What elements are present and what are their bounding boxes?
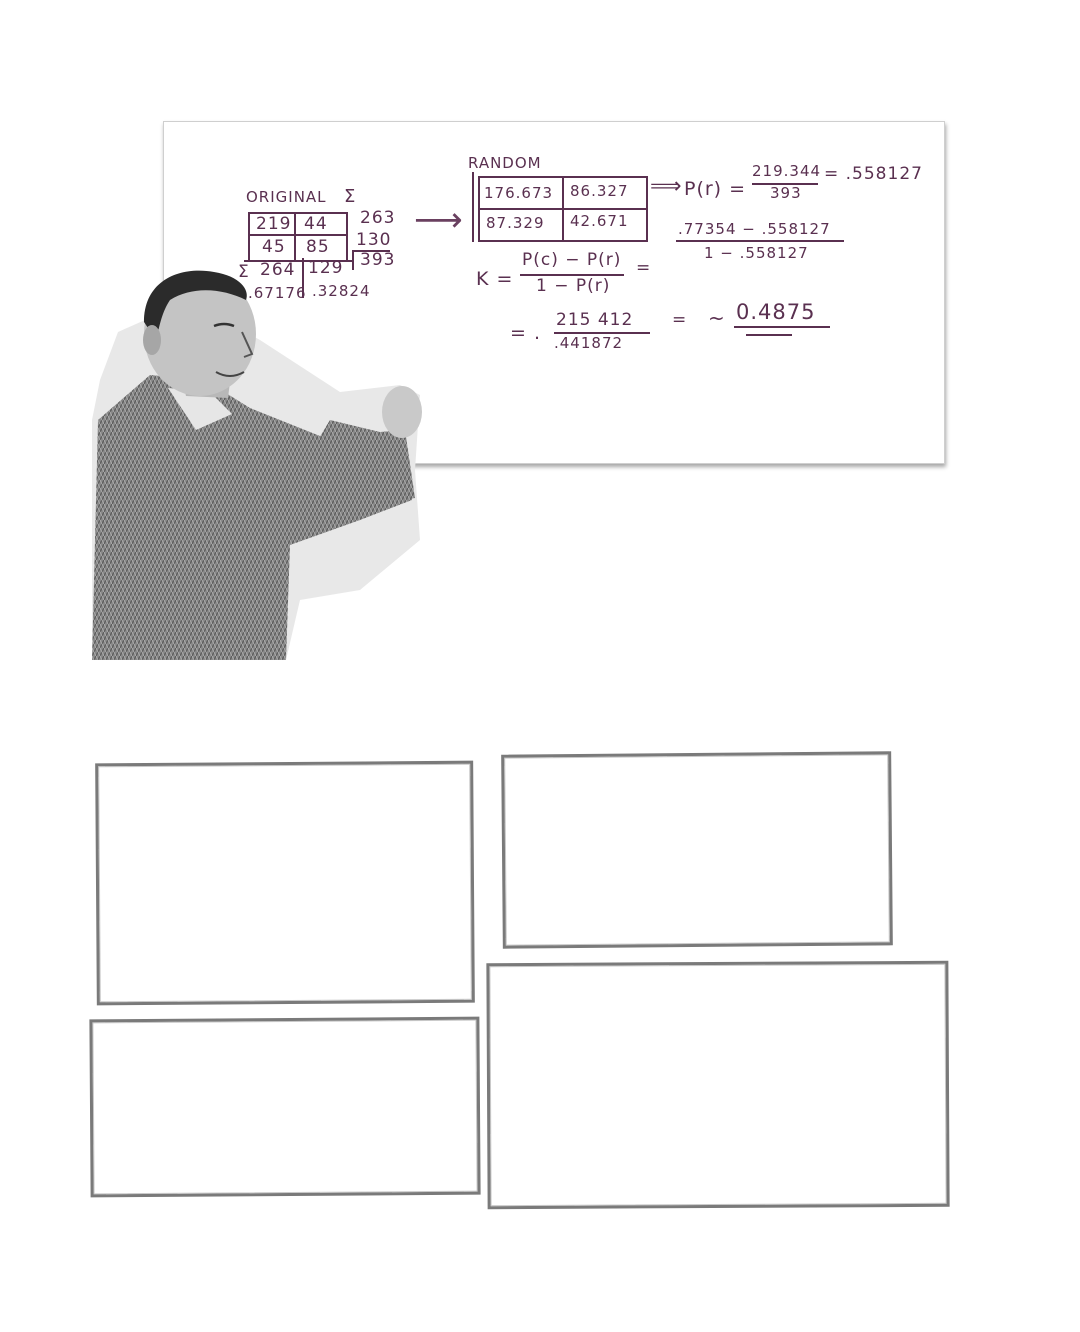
pr-den: 393	[770, 184, 802, 202]
pr-num: 219.344	[752, 162, 822, 180]
col-sum-sigma: Σ	[238, 262, 250, 282]
k-sub-frac-bar	[676, 240, 844, 242]
pr-result: = .558127	[824, 164, 923, 184]
col-prop-2: .32824	[312, 282, 371, 300]
k-eq: =	[636, 258, 652, 278]
kappa-result: 0.4875	[736, 300, 816, 324]
orig-cell-c: 45	[262, 237, 286, 257]
rand-cell-a: 176.673	[484, 184, 554, 202]
random-table-hline	[478, 208, 646, 210]
random-bracket	[472, 172, 474, 242]
result-underline-1	[734, 326, 830, 328]
pr-lhs: P(r) =	[684, 178, 747, 200]
frame-top-right	[501, 751, 893, 948]
approx-icon: ~	[708, 306, 726, 330]
result-underline-2	[746, 334, 792, 336]
k-sub-den: 1 − .558127	[704, 244, 809, 262]
random-label: RANDOM	[468, 154, 542, 172]
sigma-row-label: Σ	[344, 186, 357, 207]
frame-top-left	[95, 761, 475, 1006]
col-sum-1: 264	[260, 260, 296, 280]
k-lhs: K =	[476, 268, 514, 290]
row-sum-total: 393	[360, 250, 396, 270]
orig-cell-b: 44	[304, 214, 328, 234]
person-photo	[0, 0, 460, 700]
rand-cell-d: 42.671	[570, 212, 629, 230]
row-sum-2: 130	[356, 230, 392, 250]
k2-lhs: = .	[510, 322, 541, 344]
k-den: 1 − P(r)	[536, 276, 611, 296]
frame-bottom-left	[89, 1017, 480, 1198]
col-prop-1: .67176	[248, 284, 307, 302]
row-sum-1: 263	[360, 208, 396, 228]
original-label: ORIGINAL	[246, 188, 327, 206]
orig-cell-d: 85	[306, 237, 330, 257]
col-sum-2: 129	[308, 258, 344, 278]
k2-eq: =	[672, 310, 688, 330]
rand-cell-c: 87.329	[486, 214, 545, 232]
k2-num: 215 412	[556, 310, 634, 330]
k-sub-num: .77354 − .558127	[678, 220, 831, 238]
k2-den: .441872	[554, 334, 624, 352]
k-num: P(c) − P(r)	[522, 250, 622, 270]
arrow-icon: ⟶	[414, 200, 464, 240]
rand-cell-b: 86.327	[570, 182, 629, 200]
orig-cell-a: 219	[256, 214, 292, 234]
implies-icon: ⟹	[650, 174, 683, 199]
frame-bottom-right	[486, 961, 949, 1209]
